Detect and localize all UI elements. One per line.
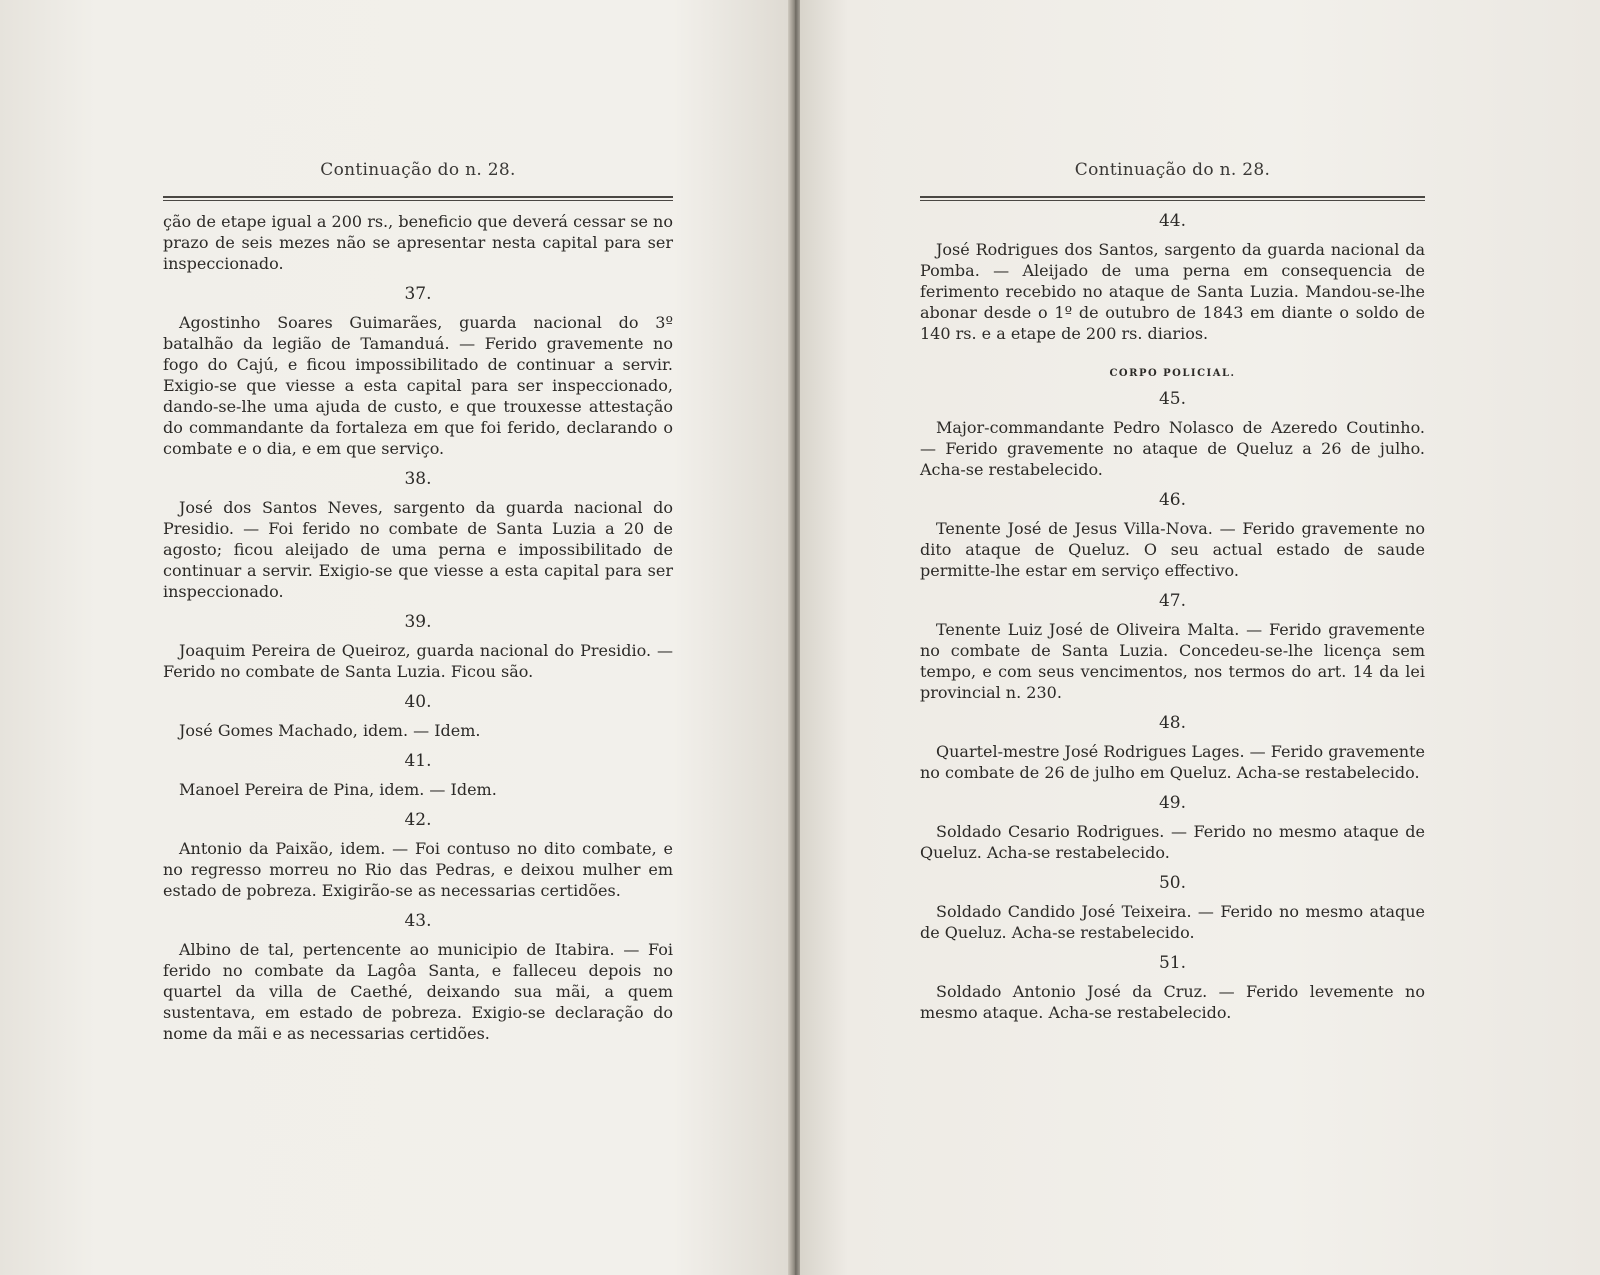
entry-number: 47. xyxy=(1158,591,1187,611)
entry-number: 45. xyxy=(1158,389,1187,409)
right-running-head: Continuação do n. 28. xyxy=(1074,160,1271,180)
right-page xyxy=(800,0,1600,1275)
entry-number: 40. xyxy=(404,692,432,712)
continuation-paragraph: ção de etape igual a 200 rs., beneficio que deverá cessar se no prazo de seis mezes não se apresentar nesta capital para ser inspeccionado. xyxy=(163,212,673,273)
entry-51 xyxy=(920,953,1425,1023)
entry-number: 37. xyxy=(404,284,432,304)
entry-48 xyxy=(920,713,1425,783)
entry-42 xyxy=(163,810,673,901)
entry-number: 41. xyxy=(404,751,432,771)
entry-number: 39. xyxy=(404,612,432,632)
left-page xyxy=(0,0,792,1275)
entry-37 xyxy=(163,284,673,459)
entry-41 xyxy=(163,751,673,800)
entry-text: Albino de tal, pertencente ao municipio de Itabira. — Foi ferido no combate da Lagôa Santa, e falleceu depois no quartel da villa de Caethé, deixando sua mãi, a quem sustentava, em estado de pobreza. Exigio-se declaração do nome da mãi e as necessarias certidões. xyxy=(163,940,673,1043)
entry-text: José Gomes Machado, idem. — Idem. xyxy=(179,721,481,740)
header-rule xyxy=(163,196,673,201)
entry-46 xyxy=(920,490,1425,581)
entry-50 xyxy=(920,873,1425,943)
entry-text: Tenente Luiz José de Oliveira Malta. — Ferido gravemente no combate de Santa Luzia. Concedeu-se-lhe licença sem tempo, e com seus vencimentos, nos termos do art. 14 da lei provincial n. 230. xyxy=(920,620,1425,702)
entry-number: 44. xyxy=(1158,211,1187,231)
entry-text: Soldado Candido José Teixeira. — Ferido no mesmo ataque de Queluz. Acha-se restabelecido. xyxy=(920,902,1425,942)
entry-number: 51. xyxy=(1158,953,1187,973)
entry-49 xyxy=(920,793,1425,863)
entry-number: 42. xyxy=(404,810,432,830)
entry-text: José Rodrigues dos Santos, sargento da guarda nacional da Pomba. — Aleijado de uma perna em consequencia de ferimento recebido no ataque de Santa Luzia. Mandou-se-lhe abonar desde o 1º de outubro de 1843 em diante o soldo de 140 rs. e a etape de 200 rs. diarios. xyxy=(920,240,1425,343)
left-running-head: Continuação do n. 28. xyxy=(320,160,516,180)
entry-text: Manoel Pereira de Pina, idem. — Idem. xyxy=(179,780,497,799)
entry-number: 46. xyxy=(1158,490,1187,510)
entry-40 xyxy=(163,692,673,741)
entry-text: Antonio da Paixão, idem. — Foi contuso no dito combate, e no regresso morreu no Rio das Pedras, e deixou mulher em estado de pobreza. Exigirão-se as necessarias certidões. xyxy=(163,839,673,900)
entry-38 xyxy=(163,469,673,602)
right-column xyxy=(920,160,1425,1023)
section-title: CORPO POLICIAL. xyxy=(1109,368,1236,379)
entry-45 xyxy=(920,389,1425,480)
entry-text: José dos Santos Neves, sargento da guarda nacional do Presidio. — Foi ferido no combate de Santa Luzia a 20 de agosto; ficou aleijado de uma perna e impossibilitado de continuar a servir. Exigio-se que viesse a esta capital para ser inspeccionado. xyxy=(163,498,673,601)
entry-number: 38. xyxy=(404,469,432,489)
entry-number: 48. xyxy=(1158,713,1187,733)
entry-text: Soldado Cesario Rodrigues. — Ferido no mesmo ataque de Queluz. Acha-se restabelecido. xyxy=(920,822,1425,862)
entry-39 xyxy=(163,612,673,682)
entry-47 xyxy=(920,591,1425,703)
entry-number: 50. xyxy=(1158,873,1187,893)
entry-44 xyxy=(920,211,1425,344)
entry-text: Tenente José de Jesus Villa-Nova. — Ferido gravemente no dito ataque de Queluz. O seu actual estado de saude permitte-lhe estar em serviço effectivo. xyxy=(920,519,1425,580)
entry-text: Agostinho Soares Guimarães, guarda nacional do 3º batalhão da legião de Tamanduá. — Ferido gravemente no fogo do Cajú, e ficou impossibilitado de continuar a servir. Exigio-se que viesse a esta capital para ser inspeccionado, dando-se-lhe uma ajuda de custo, e que trouxesse attestação do commandante da fortaleza em que foi ferido, declarando o combate e o dia, e em que serviço. xyxy=(163,313,673,458)
entry-number: 43. xyxy=(404,911,432,931)
entry-text: Joaquim Pereira de Queiroz, guarda nacional do Presidio. — Ferido no combate de Santa Luzia. Ficou são. xyxy=(163,641,673,681)
header-rule xyxy=(920,196,1425,201)
entry-text: Quartel-mestre José Rodrigues Lages. — Ferido gravemente no combate de 26 de julho em Queluz. Acha-se restabelecido. xyxy=(920,742,1425,782)
entry-43 xyxy=(163,911,673,1044)
entry-number: 49. xyxy=(1158,793,1187,813)
entry-text: Soldado Antonio José da Cruz. — Ferido levemente no mesmo ataque. Acha-se restabelecido. xyxy=(920,982,1425,1022)
entry-text: Major-commandante Pedro Nolasco de Azeredo Coutinho. — Ferido gravemente no ataque de Queluz a 26 de julho. Acha-se restabelecido. xyxy=(920,418,1425,479)
left-column xyxy=(163,160,673,1044)
